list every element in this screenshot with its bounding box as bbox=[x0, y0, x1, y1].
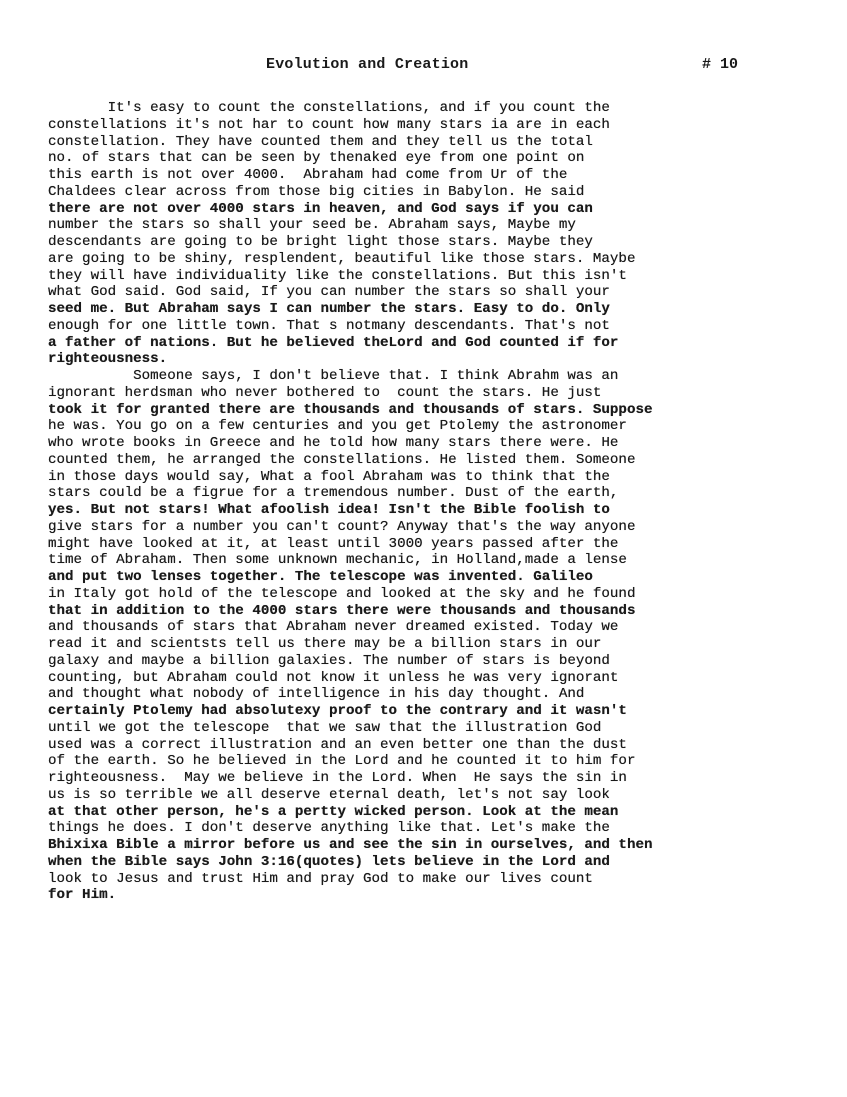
text-line: enough for one little town. That s notmany descendants. That's not bbox=[48, 317, 610, 334]
text-line: and thousands of stars that Abraham never dreamed existed. Today we bbox=[48, 619, 619, 636]
text-line: and put two lenses together. The telescope was invented. Galileo bbox=[48, 569, 593, 585]
text-line: there are not over 4000 stars in heaven, and God says if you can bbox=[48, 200, 593, 217]
text-line: used was a correct illustration and an even better one than the dust bbox=[48, 736, 627, 753]
text-line: constellation. They have counted them and they tell us the total bbox=[48, 133, 593, 150]
text-line: of the earth. So he believed in the Lord and he counted it to him for bbox=[48, 753, 636, 770]
text-line: descendants are going to be bright light those stars. Maybe they bbox=[48, 234, 593, 250]
text-line: what God said. God said, If you can number the stars so shall your bbox=[48, 284, 610, 301]
text-line: things he does. I don't deserve anything like that. Let's make the bbox=[48, 820, 610, 837]
text-line: stars could be a figrue for a tremendous number. Dust of the earth, bbox=[48, 485, 619, 502]
text-line: for Him. bbox=[48, 887, 117, 904]
text-line: read it and scientsts tell us there may be a billion stars in our bbox=[48, 636, 602, 652]
text-line: are going to be shiny, resplendent, beautiful like those stars. Maybe bbox=[48, 250, 636, 267]
text-line: and thought what nobody of intelligence in his day thought. And bbox=[48, 686, 585, 703]
text-line: galaxy and maybe a billion galaxies. The number of stars is beyond bbox=[48, 652, 610, 669]
text-line: look to Jesus and trust Him and pray God to make our lives count bbox=[48, 870, 593, 887]
text-line: this earth is not over 4000. Abraham had come from Ur of the bbox=[48, 167, 568, 183]
text-line: number the stars so shall your seed be. Abraham says, Maybe my bbox=[48, 217, 576, 234]
text-line: Bhixixa Bible a mirror before us and see the sin in ourselves, and then bbox=[48, 837, 653, 853]
text-line: in Italy got hold of the telescope and looked at the sky and he found bbox=[48, 585, 636, 602]
page-title: Evolution and Creation bbox=[266, 56, 469, 73]
text-line: when the Bible says John 3:16(quotes) lets believe in the Lord and bbox=[48, 853, 610, 870]
text-line: righteousness. May we believe in the Lord. When He says the sin in bbox=[48, 770, 627, 786]
text-line: Chaldees clear across from those big cities in Babylon. He said bbox=[48, 183, 585, 200]
text-line: at that other person, he's a pertty wicked person. Look at the mean bbox=[48, 803, 619, 820]
text-line: constellations it's not har to count how many stars ia are in each bbox=[48, 116, 610, 133]
body-text bbox=[48, 100, 808, 904]
text-line: us is so terrible we all deserve eternal death, let's not say look bbox=[48, 786, 610, 803]
text-line: give stars for a number you can't count? Anyway that's the way anyone bbox=[48, 518, 636, 535]
text-line: no. of stars that can be seen by thenaked eye from one point on bbox=[48, 150, 585, 167]
text-line: yes. But not stars! What afoolish idea! Isn't the Bible foolish to bbox=[48, 502, 610, 518]
text-line: he was. You go on a few centuries and you get Ptolemy the astronomer bbox=[48, 418, 627, 435]
text-line: in those days would say, What a fool Abraham was to think that the bbox=[48, 468, 610, 485]
text-line: a father of nations. But he believed theLord and God counted if for bbox=[48, 334, 619, 351]
text-line: they will have individuality like the constellations. But this isn't bbox=[48, 267, 627, 284]
text-line: counted them, he arranged the constellations. He listed them. Someone bbox=[48, 451, 636, 468]
text-line: that in addition to the 4000 stars there were thousands and thousands bbox=[48, 602, 636, 619]
text-line: ignorant herdsman who never bothered to count the stars. He just bbox=[48, 384, 602, 401]
text-line: seed me. But Abraham says I can number the stars. Easy to do. Only bbox=[48, 301, 610, 317]
text-line: righteousness. bbox=[48, 351, 168, 368]
text-line: until we got the telescope that we saw that the illustration God bbox=[48, 719, 602, 736]
page-number: # 10 bbox=[702, 56, 739, 73]
text-line: certainly Ptolemy had absolutexy proof to the contrary and it wasn't bbox=[48, 703, 627, 719]
text-line: It's easy to count the constellations, and if you count the bbox=[48, 100, 610, 116]
text-line: time of Abraham. Then some unknown mechanic, in Holland,made a lense bbox=[48, 552, 627, 569]
text-line: might have looked at it, at least until 3000 years passed after the bbox=[48, 535, 619, 552]
text-line: Someone says, I don't believe that. I think Abrahm was an bbox=[48, 368, 619, 384]
text-line: who wrote books in Greece and he told how many stars there were. He bbox=[48, 435, 619, 451]
text-line: took it for granted there are thousands and thousands of stars. Suppose bbox=[48, 401, 653, 418]
text-line: counting, but Abraham could not know it unless he was very ignorant bbox=[48, 669, 619, 686]
